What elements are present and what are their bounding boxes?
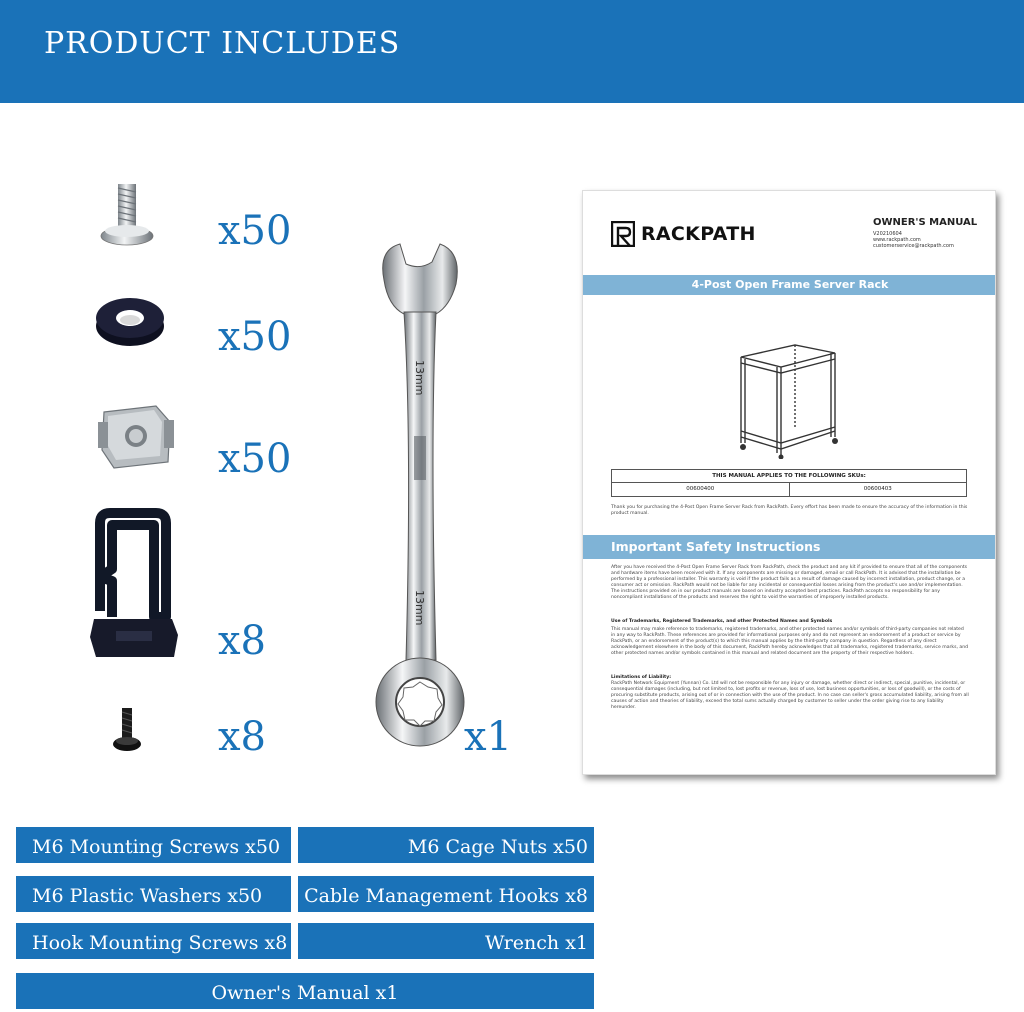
safety-paragraph: After you have received the 4-Post Open Frame Server Rack from RackPath, check the product and any kit if provided to ensure that all of the components and hardware items have been received with it. If any components are missing or damaged, email or call RackPath. It is advised that the installation be performed by a professional installer. This warranty is void if the product fails as a result of damage caused by incorrect installation, product change, or a consumer act or omission. RackPath would not be liable for any incidental or consequential losses arising from the product's use and/or implementation. The instructions provided on in our product manuals are based on industry accepted best practices. RackPath accepts no responsibility for any noncompliant installations of the products and reserves the right to void the warranties of improperly installed products.	[611, 565, 968, 601]
label-wrench: Wrench x1	[296, 921, 596, 961]
liability-heading: Limitations of Liability:	[611, 675, 672, 680]
liability-paragraph: RackPath Network Equipment (Yunnan) Co. Ltd will not be responsible for any injury or damage, whether direct or indirect, special, punitive, incidental, or consequential damages (including, but not limited to, lost profits or revenue, loss of use, lost business opportunities, or loss of goodwill), or the costs of procuring substitute products, arising out of or in connection with the use of the product. In no case can seller's gross accumulated liability, arising from all causes of action and theories of liability, exceed the total sums actually charged by customer to seller under the order giving rise to any liability hereunder.	[611, 681, 969, 711]
wrench-engraving-bottom: 13mm	[413, 590, 426, 626]
trademark-paragraph: This manual may make reference to trademarks, registered trademarks, and other protected names and/or symbols of third-party companies not related in any way to RackPath. These references are provided for informational purposes only and do not represent an endorsement of a product or service by RackPath, or an endorsement of the product(s) to which this manual applies by the third-party company in question. Regardless of any direct acknowledgement elsewhere in the body of this document, RackPath hereby acknowledges that all trademarks, registered trademarks, service marks, and other protected names and/or symbols contained in this manual and related document are the property of their respective holders.	[611, 627, 969, 657]
rackpath-logo	[611, 221, 756, 247]
page-title: PRODUCT INCLUDES	[44, 26, 401, 61]
label-hook-screws: Hook Mounting Screws x8	[14, 921, 293, 961]
server-rack-illustration	[731, 331, 841, 459]
label-mounting-screws: M6 Mounting Screws x50	[14, 825, 293, 865]
trademark-heading: Use of Trademarks, Registered Trademarks, and other Protected Names and Symbols	[611, 619, 833, 624]
wrench-quantity: x1	[464, 714, 513, 760]
screw-quantity: x50	[218, 208, 292, 254]
label-plastic-washers: M6 Plastic Washers x50	[14, 874, 293, 914]
cable-hook-quantity: x8	[218, 618, 267, 664]
cage-nut-icon	[96, 398, 176, 474]
manual-product-title: 4-Post Open Frame Server Rack	[583, 275, 996, 295]
manual-doc-title: OWNER'S MANUAL	[873, 217, 978, 228]
label-cage-nuts: M6 Cage Nuts x50	[296, 825, 596, 865]
sku-table-heading: THIS MANUAL APPLIES TO THE FOLLOWING SKUs:	[612, 470, 966, 483]
hook-screw-quantity: x8	[218, 714, 267, 760]
sku-cell: 00600400	[612, 483, 790, 496]
manual-website: www.rackpath.com	[873, 237, 921, 243]
safety-heading: Important Safety Instructions	[583, 535, 996, 559]
small-screw-icon	[110, 706, 144, 754]
owners-manual-page	[582, 190, 996, 775]
sku-cell: 00600403	[863, 486, 892, 492]
label-cable-hooks: Cable Management Hooks x8	[296, 874, 596, 914]
cable-hook-icon	[86, 507, 182, 665]
rackpath-logo-icon	[611, 221, 635, 247]
cage-nut-quantity: x50	[218, 436, 292, 482]
manual-email: customerservice@rackpath.com	[873, 243, 954, 249]
label-owners-manual: Owner's Manual x1	[14, 971, 596, 1011]
m6-screw-icon	[98, 180, 158, 252]
brand-name: RACKPATH	[641, 223, 756, 245]
wrench-engraving-top: 13mm	[413, 360, 426, 396]
sku-table	[611, 469, 967, 497]
plastic-washer-icon	[92, 290, 168, 350]
washer-quantity: x50	[218, 314, 292, 360]
manual-thanks-text: Thank you for purchasing the 4-Post Open Frame Server Rack from RackPath. Every effort has been made to ensure the accuracy of the information in this product manual.	[611, 505, 968, 517]
wrench-icon	[370, 240, 470, 755]
manual-doc-code: V20210604	[873, 231, 902, 237]
header-banner	[0, 0, 1024, 103]
